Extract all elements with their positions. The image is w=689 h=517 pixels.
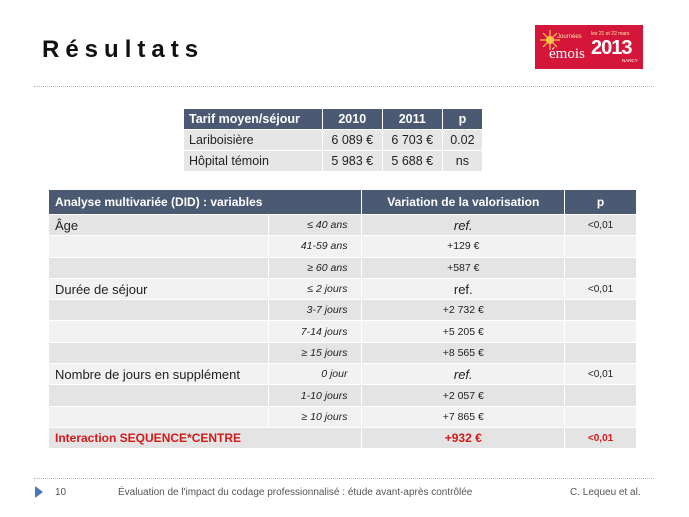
table-header: 2011 [382, 109, 442, 130]
table-header-row [49, 190, 637, 215]
variable-cell [49, 300, 269, 321]
table-row [49, 364, 637, 385]
variable-cell: Durée de séjour [49, 278, 269, 299]
footer-text: Évaluation de l'impact du codage professionnalisé : étude avant-après contrôlée [118, 487, 473, 498]
table-row [49, 406, 637, 427]
interaction-value: +932 € [362, 427, 565, 448]
table-cell: 5 688 € [382, 151, 442, 172]
table-cell: ns [442, 151, 482, 172]
value-cell: +129 € [362, 236, 565, 257]
p-cell [565, 300, 637, 321]
modality-cell: 41-59 ans [268, 236, 362, 257]
p-cell [565, 406, 637, 427]
modality-cell: ≤ 40 ans [268, 215, 362, 236]
table-row [49, 278, 637, 299]
table-cell: Hôpital témoin [184, 151, 323, 172]
table-row [184, 130, 483, 151]
footer-author: C. Lequeu et al. [570, 487, 641, 498]
modality-cell: 3-7 jours [268, 300, 362, 321]
table-cell: 6 089 € [322, 130, 382, 151]
p-cell [565, 342, 637, 363]
table-header: Tarif moyen/séjour [184, 109, 323, 130]
value-cell: ref. [362, 215, 565, 236]
multivariate-table [48, 189, 637, 449]
value-cell: +8 565 € [362, 342, 565, 363]
table-cell: 0.02 [442, 130, 482, 151]
table-row [49, 257, 637, 278]
variable-cell: Âge [49, 215, 269, 236]
variable-cell [49, 257, 269, 278]
table-header: Analyse multivariée (DID) : variables [49, 190, 362, 215]
table-row [49, 385, 637, 406]
header-divider [34, 86, 654, 87]
p-cell [565, 321, 637, 342]
modality-cell: 0 jour [268, 364, 362, 385]
triangle-bullet-icon [35, 486, 43, 498]
page-number: 10 [55, 487, 67, 498]
value-cell: ref. [362, 364, 565, 385]
interaction-label: Interaction SEQUENCE*CENTRE [49, 427, 362, 448]
table-header-row [184, 109, 483, 130]
value-cell: +2 057 € [362, 385, 565, 406]
p-cell: <0,01 [565, 215, 637, 236]
footer-divider [34, 478, 654, 479]
table-cell: 6 703 € [382, 130, 442, 151]
value-cell: +587 € [362, 257, 565, 278]
table-header: 2010 [322, 109, 382, 130]
interaction-row [49, 427, 637, 448]
variable-cell [49, 236, 269, 257]
logo-date: les 21 et 22 mars [591, 31, 630, 37]
p-cell [565, 257, 637, 278]
value-cell: ref. [362, 278, 565, 299]
variable-cell [49, 342, 269, 363]
modality-cell: ≥ 10 jours [268, 406, 362, 427]
variable-cell [49, 321, 269, 342]
modality-cell: ≥ 15 jours [268, 342, 362, 363]
table-header: p [565, 190, 637, 215]
p-cell: <0,01 [565, 278, 637, 299]
table-row [49, 236, 637, 257]
modality-cell: ≤ 2 jours [268, 278, 362, 299]
p-cell [565, 385, 637, 406]
logo-city: NANCY [622, 58, 638, 63]
emois-logo [535, 25, 643, 69]
slide-title: Résultats [42, 36, 205, 63]
variable-cell [49, 406, 269, 427]
p-cell [565, 236, 637, 257]
table-row [49, 215, 637, 236]
table-header: p [442, 109, 482, 130]
logo-word: émois [549, 46, 585, 62]
table-row [49, 300, 637, 321]
table-cell: Lariboisière [184, 130, 323, 151]
value-cell: +2 732 € [362, 300, 565, 321]
logo-year: 2013 [591, 37, 632, 59]
p-cell: <0,01 [565, 364, 637, 385]
table-row [49, 342, 637, 363]
variable-cell [49, 385, 269, 406]
table-row [49, 321, 637, 342]
table-row [184, 151, 483, 172]
table-cell: 5 983 € [322, 151, 382, 172]
variable-cell: Nombre de jours en supplément [49, 364, 269, 385]
value-cell: +7 865 € [362, 406, 565, 427]
interaction-p: <0,01 [565, 427, 637, 448]
table-header: Variation de la valorisation [362, 190, 565, 215]
tariff-table [183, 108, 483, 172]
modality-cell: 1-10 jours [268, 385, 362, 406]
modality-cell: 7-14 jours [268, 321, 362, 342]
value-cell: +5 205 € [362, 321, 565, 342]
logo-small-text: Journées [557, 34, 582, 40]
modality-cell: ≥ 60 ans [268, 257, 362, 278]
